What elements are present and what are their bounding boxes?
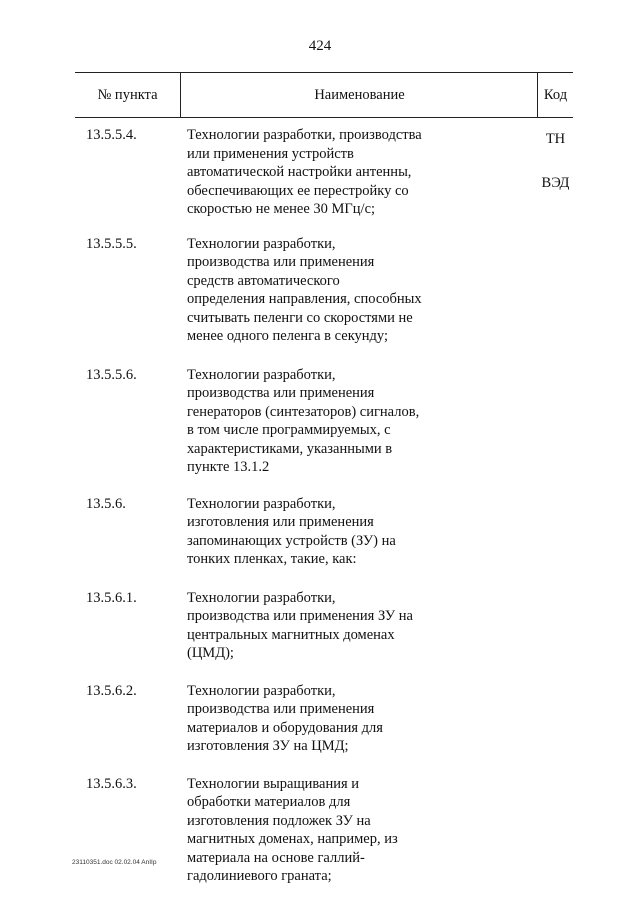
item-description	[187, 682, 467, 756]
item-description	[187, 495, 467, 569]
description-line: производства или применения	[187, 254, 375, 270]
header-name: Наименование	[180, 73, 538, 117]
table-body	[75, 126, 573, 886]
description-line: Технологии разработки,	[187, 589, 336, 606]
item-description	[187, 235, 467, 346]
description-line: Технологии разработки,	[187, 682, 336, 699]
header-item-number: № пункта	[97, 87, 158, 103]
description-line: скоростью не менее 30 МГц/с;	[187, 201, 376, 217]
description-line: производства или применения ЗУ на	[187, 608, 413, 624]
description-line: определения направления, способных	[187, 291, 422, 307]
description-line: тонких пленках, такие, как:	[187, 551, 357, 567]
description-line: обеспечивающих ее перестройку со	[187, 182, 409, 199]
table-row	[75, 682, 573, 756]
table-row	[75, 495, 573, 569]
description-line: генераторов (синтезаторов) сигналов,	[187, 403, 420, 420]
item-description	[187, 366, 467, 477]
item-number: 13.5.5.4.	[86, 127, 137, 143]
table-row	[75, 126, 573, 219]
description-line: (ЦМД);	[187, 645, 234, 661]
description-line: Технологии разработки,	[187, 495, 336, 512]
document-footer: 23110351.doc 02.02.04 AnIIp	[72, 859, 157, 866]
description-line: изготовления подложек ЗУ на	[187, 812, 371, 829]
item-description	[187, 775, 467, 886]
table-row	[75, 235, 573, 346]
item-number: 13.5.6.2.	[86, 682, 137, 699]
description-line: характеристиками, указанными в	[187, 440, 393, 457]
description-line: материала на основе галлий-	[187, 849, 365, 866]
description-line: или применения устройств	[187, 145, 354, 162]
item-number: 13.5.6.1.	[86, 589, 137, 606]
description-line: автоматической настройки антенны,	[187, 164, 412, 180]
description-line: магнитных доменах, например, из	[187, 831, 398, 847]
table-row	[75, 366, 573, 477]
item-description	[187, 126, 467, 219]
item-number: 13.5.5.5.	[86, 235, 137, 252]
table-row	[75, 589, 573, 663]
description-line: пункте 13.1.2	[187, 459, 270, 475]
description-line: изготовления или применения	[187, 514, 374, 530]
item-number: 13.5.5.6.	[86, 366, 137, 383]
description-line: материалов и оборудования для	[187, 719, 383, 736]
description-line: в том числе программируемых, с	[187, 422, 391, 438]
description-line: гадолиниевого граната;	[187, 868, 332, 884]
item-number: 13.5.6.3.	[86, 775, 137, 792]
item-description	[187, 589, 467, 663]
description-line: Технологии разработки, производства	[187, 127, 422, 143]
item-number: 13.5.6.	[86, 495, 126, 512]
table-row	[75, 775, 573, 886]
description-line: производства или применения	[187, 385, 375, 401]
description-line: центральных магнитных доменах	[187, 626, 395, 643]
description-line: средств автоматического	[187, 272, 340, 289]
description-line: запоминающих устройств (ЗУ) на	[187, 532, 396, 549]
description-line: изготовления ЗУ на ЦМД;	[187, 738, 349, 754]
description-line: Технологии выращивания и	[187, 775, 360, 792]
description-line: Технологии разработки,	[187, 366, 336, 383]
description-line: обработки материалов для	[187, 794, 351, 810]
description-line: считывать пеленги со скоростями не	[187, 309, 413, 326]
description-line: менее одного пеленга в секунду;	[187, 328, 389, 344]
header-code: Код ТН ВЭД	[537, 73, 573, 117]
description-line: Технологии разработки,	[187, 235, 336, 252]
page-number: 424	[308, 38, 332, 54]
description-line: производства или применения	[187, 701, 375, 717]
